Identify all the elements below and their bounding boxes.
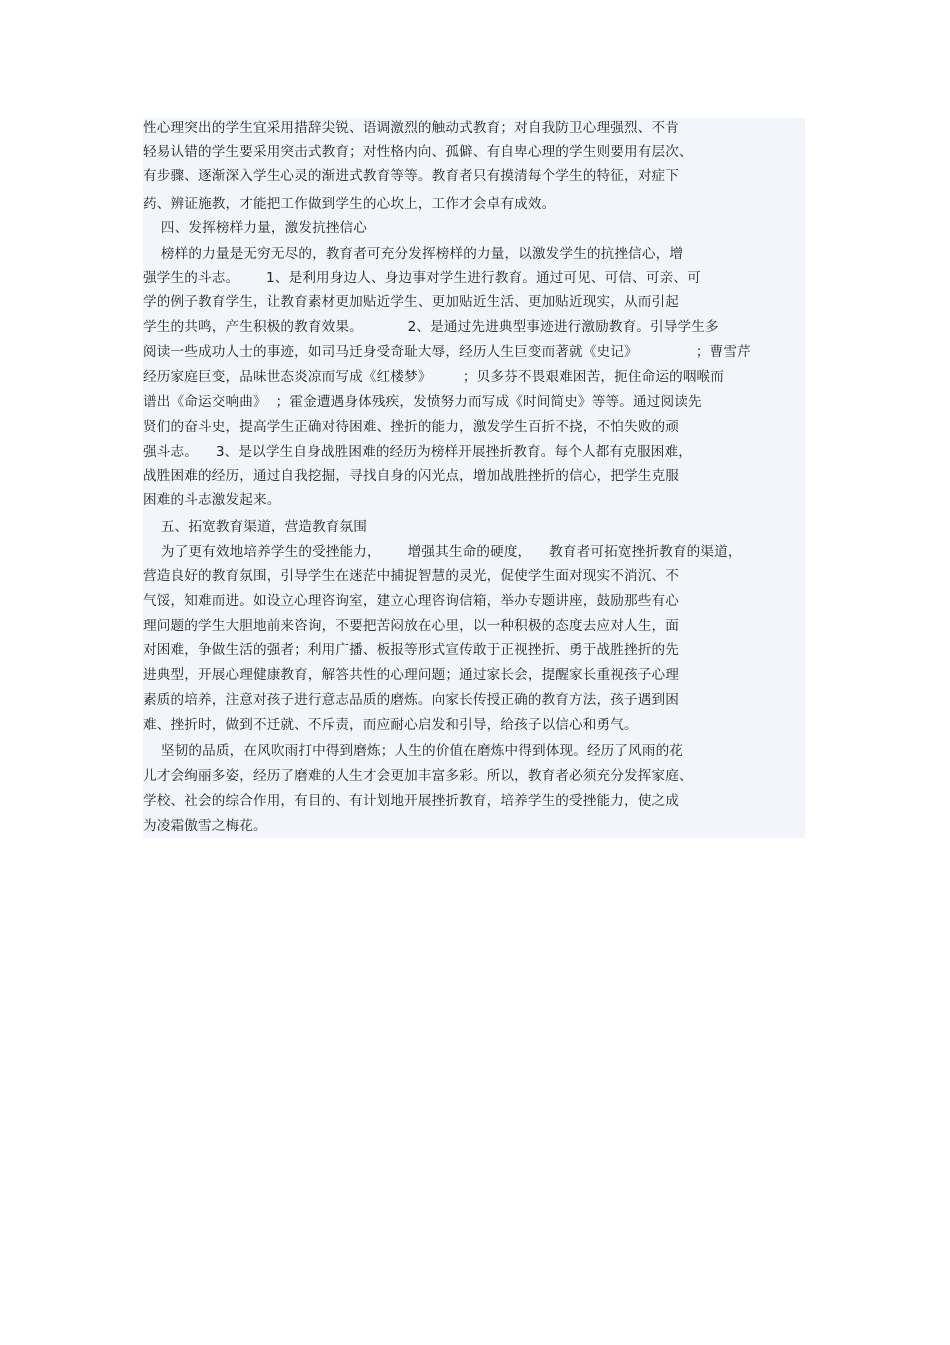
- text-line: 坚韧的品质，在风吹雨打中得到磨炼；人生的价值在磨炼中得到体现。经历了风雨的花: [143, 743, 684, 759]
- text-line: 困难的斗志激发起来。: [143, 492, 281, 508]
- text-line: 素质的培养，注意对孩子进行意志品质的磨炼。向家长传授正确的教育方法，孩子遇到困: [143, 692, 680, 708]
- text-line: 为凌霜傲雪之梅花。: [143, 818, 267, 834]
- text-line: 轻易认错的学生要采用突击式教育；对性格内向、孤僻、有自卑心理的学生则要用有层次、: [143, 144, 693, 160]
- text-line: 进典型，开展心理健康教育，解答共性的心理问题；通过家长会，提醒家长重视孩子心理: [143, 667, 680, 683]
- text-line: 理问题的学生大胆地前来咨询，不要把苦闷放在心里，以一种积极的态度去应对人生，面: [143, 618, 680, 634]
- text-line: 儿才会绚丽多姿，经历了磨难的人生才会更加丰富多彩。所以，教育者必须充分发挥家庭、: [143, 768, 693, 784]
- text-line: 难、挫折时，做到不迁就、不斥责，而应耐心启发和引导，给孩子以信心和勇气。: [143, 717, 638, 733]
- text-line: 学校、社会的综合作用，有目的、有计划地开展挫折教育，培养学生的受挫能力，使之成: [143, 793, 680, 809]
- text-line: 贤们的奋斗史，提高学生正确对待困难、挫折的能力，激发学生百折不挠，不怕失败的顽: [143, 419, 680, 435]
- text-line: 谱出《命运交响曲》 ；霍金遭遇身体残疾，发愤努力而写成《时间简史》等等。通过阅读先: [143, 394, 702, 410]
- text-line: 强学生的斗志。 1、是利用身边人、身边事对学生进行教育。通过可见、可信、可亲、可: [143, 270, 701, 286]
- text-line: 对困难，争做生活的强者；利用广播、板报等形式宣传敢于正视挫折、勇于战胜挫折的先: [143, 642, 680, 658]
- text-line: 为了更有效地培养学生的受挫能力， 增强其生命的硬度， 教育者可拓宽挫折教育的渠道，: [143, 544, 742, 560]
- text-line: 战胜困难的经历，通过自我挖掘，寻找自身的闪光点，增加战胜挫折的信心，把学生克服: [143, 468, 680, 484]
- text-line: 性心理突出的学生宜采用措辞尖锐、语调激烈的触动式教育；对自我防卫心理强烈、不肯: [143, 120, 680, 136]
- section-heading: 四、发挥榜样力量，激发抗挫信心: [143, 220, 368, 236]
- text-line: 气馁，知难而进。如设立心理咨询室，建立心理咨询信箱，举办专题讲座，鼓励那些有心: [143, 593, 680, 609]
- text-line: 学生的共鸣，产生积极的教育效果。 2、是通过先进典型事迹进行激励教育。引导学生多: [143, 319, 719, 335]
- text-line: 有步骤、逐渐深入学生心灵的渐进式教育等等。教育者只有摸清每个学生的特征，对症下: [143, 168, 680, 184]
- text-line: 强斗志。 3、是以学生自身战胜困难的经历为榜样开展挫折教育。每个人都有克服困难，: [143, 444, 692, 460]
- text-line: 榜样的力量是无穷无尽的，教育者可充分发挥榜样的力量，以激发学生的抗挫信心，增: [143, 246, 684, 262]
- text-line: 经历家庭巨变，品味世态炎凉而写成《红楼梦》 ；贝多芬不畏艰难困苦，扼住命运的咽喉而: [143, 369, 725, 385]
- text-block: [143, 118, 805, 838]
- text-line: 学的例子教育学生，让教育素材更加贴近学生、更加贴近生活、更加贴近现实，从而引起: [143, 294, 680, 310]
- text-line: 药、辨证施教，才能把工作做到学生的心坎上，工作才会卓有成效。: [143, 196, 556, 212]
- text-line: 营造良好的教育氛围，引导学生在迷茫中捕捉智慧的灵光，促使学生面对现实不消沉、不: [143, 568, 680, 584]
- text-line: 阅读一些成功人士的事迹，如司马迁身受奇耻大辱，经历人生巨变而著就《史记》 ；曹雪芹: [143, 344, 751, 360]
- section-heading: 五、拓宽教育渠道，营造教育氛围: [143, 519, 368, 535]
